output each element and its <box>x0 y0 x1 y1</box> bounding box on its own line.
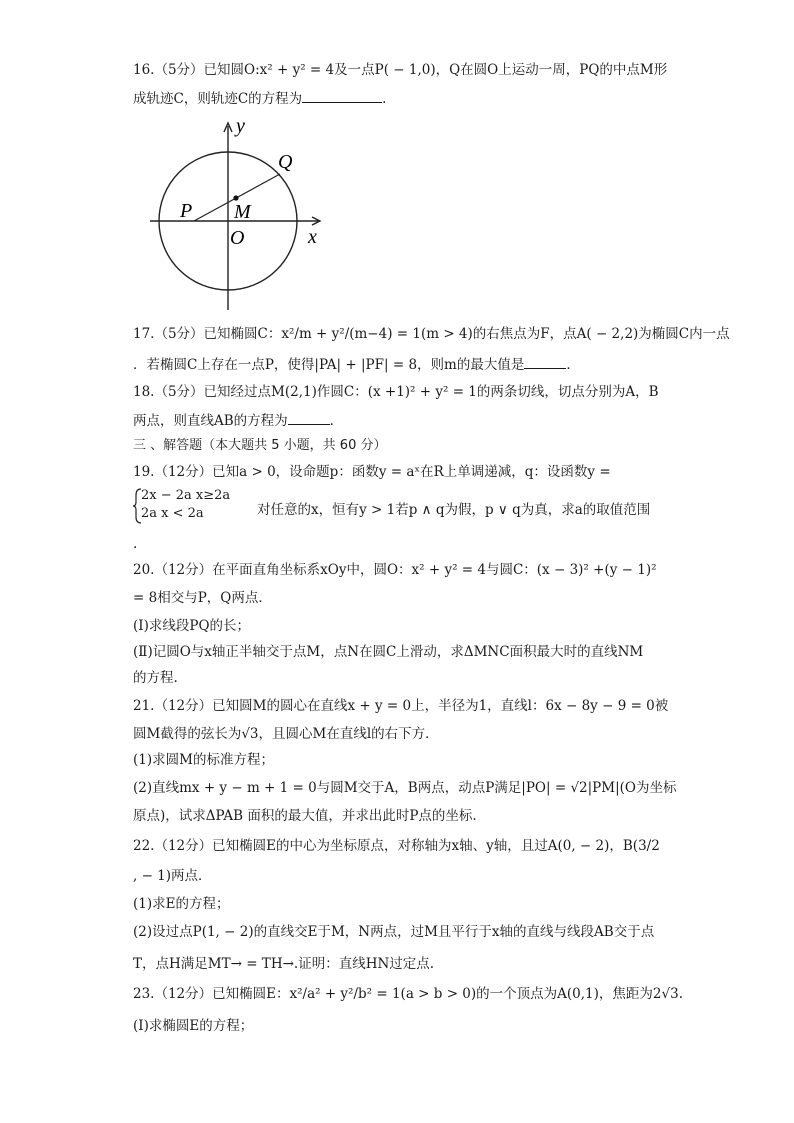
q22-part1: (1)求E的方程； <box>133 896 230 912</box>
q20-part2a: (Ⅱ)记圆O与x轴正半轴交于点M，点N在圆C上滑动，求ΔMNC面积最大时的直线NM <box>133 644 644 660</box>
q16-line2: 成轨迹C，则轨迹C的方程为 . <box>133 88 386 109</box>
case-1: 2x − 2a x≥2a <box>141 488 231 503</box>
y-axis-label: y <box>236 118 245 137</box>
point-m-label: M <box>234 201 251 223</box>
q19-dot: . <box>133 536 138 552</box>
q16-line1: 16.（5分）已知圆O:x² + y² = 4及一点P( − 1,0)，Q在圆O上运动一周，PQ的中点M形 <box>133 62 668 78</box>
midpoint-m <box>233 195 238 200</box>
q22-part2b: T，点H满足MT→ = TH→.证明：直线HN过定点. <box>133 956 435 972</box>
q17-line1: 17.（5分）已知椭圆C：x²/m + y²/(m−4) = 1(m > 4)的右焦点为F，点A( − 2,2)为椭圆C内一点 <box>133 326 730 342</box>
q17-line2-text: ．若椭圆C上存在一点P，使得|PA| + |PF| = 8，则m的最大值是 <box>133 357 525 373</box>
q23-line1: 23.（12分）已知椭圆E：x²/a² + y²/b² = 1(a > b > 0)的一个顶点为A(0,1)，焦距为2√3. <box>133 986 683 1002</box>
q18-line1: 18.（5分）已知经过点M(2,1)作圆C：(x +1)² + y² = 1的两条切线，切点分别为A，B <box>133 384 659 400</box>
case-2: 2a x < 2a <box>141 506 204 521</box>
q18-line2: 两点，则直线AB的方程为 ． <box>133 410 343 431</box>
point-p-label: P <box>180 200 193 222</box>
q19-line1: 19.（12分）已知a > 0，设命题p：函数y = aˣ在R上单调递减，q：设函数y = <box>133 464 611 480</box>
q23-part1: (Ⅰ)求椭圆E的方程； <box>133 1018 254 1034</box>
q20-line1: 20.（12分）在平面直角坐标系xOy中，圆O：x² + y² = 4与圆C：(x − 3)² +(y − 1)² <box>133 562 657 578</box>
answer-blank <box>288 410 330 425</box>
section-title: 三 、解答题（本大题共 5 小题，共 60 分） <box>133 438 387 453</box>
q20-line2: = 8相交与P，Q两点． <box>133 590 272 606</box>
answer-blank <box>302 88 382 103</box>
q21-part2b: 原点)，试求ΔPAB 面积的最大值，并求出此时P点的坐标. <box>133 808 477 824</box>
q21-part2a: (2)直线mx + y − m + 1 = 0与圆M交于A，B两点，动点P满足|PO| = √2|PM|(O为坐标 <box>133 780 677 796</box>
q22-part2a: (2)设过点P(1, − 2)的直线交E于M，N两点，过M且平行于x轴的直线与线段AB交于点 <box>133 924 655 940</box>
point-q-label: Q <box>278 151 293 173</box>
q22-line2: , − 1)两点． <box>133 868 212 884</box>
q22-line1: 22.（12分）已知椭圆E的中心为坐标原点，对称轴为x轴、y轴，且过A(0, − 2)，B(3/2 <box>133 838 660 854</box>
q21-line1: 21.（12分）已知圆M的圆心在直线x + y = 0上，半径为1，直线l：6x − 8y − 9 = 0被 <box>133 698 669 714</box>
q21-part1: (1)求圆M的标准方程； <box>133 752 274 768</box>
q21-line2: 圆M截得的弦长为√3，且圆心M在直线l的右下方． <box>133 726 439 742</box>
q19-piecewise <box>133 486 673 526</box>
answer-blank <box>524 354 566 369</box>
q19-tail: 对任意的x，恒有y > 1若p ∧ q为假，p ∨ q为真，求a的取值范围 <box>257 502 651 518</box>
q20-part2b: 的方程. <box>133 670 178 686</box>
x-axis-label: x <box>308 226 317 248</box>
circle-figure <box>150 118 330 313</box>
q20-part1: (Ⅰ)求线段PQ的长； <box>133 618 251 634</box>
q18-line2-text: 两点，则直线AB的方程为 <box>133 413 288 429</box>
q17-line2: ．若椭圆C上存在一点P，使得|PA| + |PF| = 8，则m的最大值是 ． <box>133 354 580 375</box>
origin-o-label: O <box>230 227 245 249</box>
q16-line2-text: 成轨迹C，则轨迹C的方程为 <box>133 91 303 107</box>
